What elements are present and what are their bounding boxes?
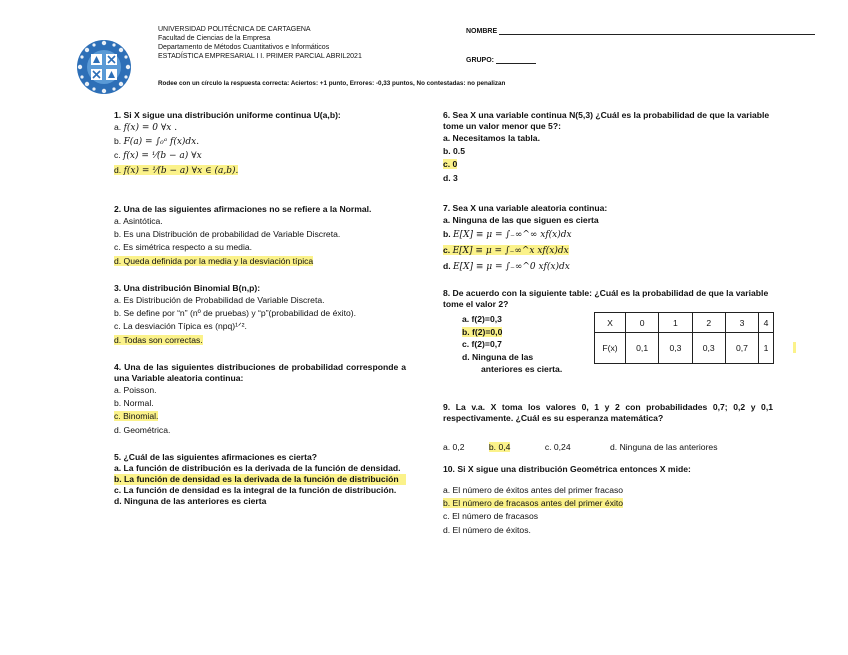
q1-option-c[interactable]: c. f(x) = ¹⁄(b − a) ∀x xyxy=(114,150,202,162)
q10-options xyxy=(443,484,773,537)
question-7 xyxy=(443,203,773,275)
distribution-table xyxy=(594,312,774,364)
q7-option-a[interactable]: a. Ninguna de las que siguen es cierta xyxy=(443,215,599,225)
table-cell: 1 xyxy=(659,313,692,333)
table-cell: 1 xyxy=(759,333,774,364)
q7-option-d[interactable]: d. E[X] ≡ μ = ∫₋∞^0 xf(x)dx xyxy=(443,261,570,273)
q8-option-b[interactable]: b. f(2)=0,0 xyxy=(462,326,503,337)
highlight-mark xyxy=(793,342,796,353)
table-cell: 0 xyxy=(626,313,659,333)
question-6-text: 6. Sea X una variable continua N(5,3) ¿Cuál es la probabilidad de que la variable tome un valor menor que 5?: xyxy=(443,110,770,131)
question-1-text: 1. Si X sigue una distribución uniforme continua U(a,b): xyxy=(114,110,341,120)
q6-option-d[interactable]: d. 3 xyxy=(443,172,458,183)
question-6 xyxy=(443,110,773,185)
table-row xyxy=(595,313,774,333)
table-cell: 2 xyxy=(692,313,725,333)
nombre-label: NOMBRE xyxy=(466,28,498,35)
q9-option-b[interactable]: b. 0,4 xyxy=(488,442,511,452)
q7-option-c[interactable]: c. E[X] ≡ μ = ∫₋∞^x xf(x)dx xyxy=(443,245,569,257)
q9-options xyxy=(443,441,783,454)
question-8 xyxy=(443,288,773,310)
q6-option-c[interactable]: c. 0 xyxy=(443,159,458,170)
question-10-text: 10. Si X sigue una distribución Geométrica entonces X mide: xyxy=(443,464,691,474)
q4-option-c[interactable]: c. Binomial. xyxy=(114,411,159,422)
q3-option-d[interactable]: d. Todas son correctas. xyxy=(114,334,203,345)
q10-option-c[interactable]: c. El número de fracasos xyxy=(443,511,539,522)
q9-option-c[interactable]: c. 0,24 xyxy=(544,442,571,452)
q2-option-b[interactable]: b. Es una Distribución de probabilidad de Variable Discreta. xyxy=(114,229,341,240)
q8-option-c[interactable]: c. f(2)=0,7 xyxy=(462,339,502,349)
table-cell: F(x) xyxy=(595,333,626,364)
question-5-text: 5. ¿Cuál de las siguientes afirmaciones es cierta? xyxy=(114,452,317,462)
q8-option-d[interactable]: d. Ninguna de las xyxy=(462,351,534,362)
grupo-label: GRUPO: xyxy=(466,57,494,64)
q1-option-d[interactable]: d. f(x) = ¹⁄(b − a) ∀x ∈ (a,b). xyxy=(114,164,239,176)
q10-option-a[interactable]: a. El número de éxitos antes del primer fracaso xyxy=(443,485,624,495)
q3-option-a[interactable]: a. Es Distribución de Probabilidad de Variable Discreta. xyxy=(114,295,325,305)
q1-option-a[interactable]: a. f(x) = 0 ∀x . xyxy=(114,122,178,133)
table-row xyxy=(595,333,774,364)
q7-option-b[interactable]: b. E[X] ≡ μ = ∫₋∞^∞ xf(x)dx xyxy=(443,229,572,241)
q2-option-d[interactable]: d. Queda definida por la media y la desviación típica xyxy=(114,255,314,266)
q5-option-d[interactable]: d. Ninguna de las anteriores es cierta xyxy=(114,496,267,506)
q4-option-a[interactable]: a. Poisson. xyxy=(114,385,157,395)
q2-option-c[interactable]: c. Es simétrica respecto a su media. xyxy=(114,242,253,253)
grupo-field[interactable] xyxy=(496,55,536,64)
q2-option-a[interactable]: a. Asintótica. xyxy=(114,216,163,226)
question-9 xyxy=(443,402,773,424)
q3-option-b[interactable]: b. Se define por “n” (nº de pruebas) y “p”(probabilidad de éxito). xyxy=(114,308,356,319)
header-faculty: Facultad de Ciencias de la Empresa xyxy=(158,35,271,42)
q10-option-d[interactable]: d. El número de éxitos. xyxy=(443,524,531,535)
question-5 xyxy=(114,452,406,507)
question-4-text: 4. Una de las siguientes distribuciones de probabilidad corresponde a una Variable aleatoria continua: xyxy=(114,362,406,383)
table-cell: 0,1 xyxy=(626,333,659,364)
table-cell: X xyxy=(595,313,626,333)
question-10 xyxy=(443,464,773,475)
q8-option-a[interactable]: a. f(2)=0,3 xyxy=(462,314,502,324)
q3-option-c[interactable]: c. La desviación Típica es (npq)¹ᐟ². xyxy=(114,321,247,332)
question-8-text: 8. De acuerdo con la siguiente table: ¿Cuál es la probabilidad de que la variable tome el valor 2? xyxy=(443,288,769,309)
question-2-text: 2. Una de las siguientes afirmaciones no se refiere a la Normal. xyxy=(114,204,372,214)
question-7-text: 7. Sea X una variable aleatoria continua: xyxy=(443,203,608,213)
university-logo xyxy=(76,39,132,95)
question-9-text: 9. La v.a. X toma los valores 0, 1 y 2 con probabilidades 0,7; 0,2 y 0,1 respectivamente. ¿Cuál es su esperanza matemática? xyxy=(443,402,773,423)
header-exam-title: ESTADÍSTICA EMPRESARIAL I I. PRIMER PARCIAL ABRIL2021 xyxy=(158,53,362,60)
q9-option-a[interactable]: a. 0,2 xyxy=(443,442,465,452)
q5-option-c[interactable]: c. La función de densidad es la integral de la función de distribución. xyxy=(114,485,397,495)
q6-option-b[interactable]: b. 0.5 xyxy=(443,146,465,157)
header-department: Departamento de Métodos Cuantitativos e Informáticos xyxy=(158,44,330,51)
question-3 xyxy=(114,283,406,347)
question-3-text: 3. Una distribución Binomial B(n,p): xyxy=(114,283,261,293)
q4-option-b[interactable]: b. Normal. xyxy=(114,398,154,409)
q6-option-a[interactable]: a. Necesitamos la tabla. xyxy=(443,133,540,143)
header-university: UNIVERSIDAD POLITÉCNICA DE CARTAGENA xyxy=(158,26,311,33)
q9-option-d[interactable]: d. Ninguna de las anteriores xyxy=(610,442,718,452)
q8-options xyxy=(462,313,592,376)
q5-option-b[interactable]: b. La función de densidad es la derivada de la función de distribución xyxy=(114,474,406,485)
q5-option-a[interactable]: a. La función de distribución es la derivada de la función de densidad. xyxy=(114,463,401,473)
question-4 xyxy=(114,362,406,437)
q10-option-b[interactable]: b. El número de fracasos antes del primer éxito xyxy=(443,498,624,509)
nombre-field[interactable] xyxy=(499,26,815,35)
q8-option-d-cont: anteriores es cierta. xyxy=(481,364,563,374)
q4-option-d[interactable]: d. Geométrica. xyxy=(114,424,171,435)
question-1 xyxy=(114,110,406,178)
question-2 xyxy=(114,204,406,268)
table-cell: 0,3 xyxy=(659,333,692,364)
instructions: Rodee con un círculo la respuesta correcta: Aciertos: +1 punto, Errores: -0,33 puntos, No contestadas: no penalizan xyxy=(158,80,506,87)
table-cell: 4 xyxy=(759,313,774,333)
table-cell: 0,7 xyxy=(725,333,758,364)
q1-option-b[interactable]: b. F(a) = ∫₀ᵃ f(x)dx. xyxy=(114,136,200,148)
table-cell: 3 xyxy=(725,313,758,333)
table-cell: 0,3 xyxy=(692,333,725,364)
